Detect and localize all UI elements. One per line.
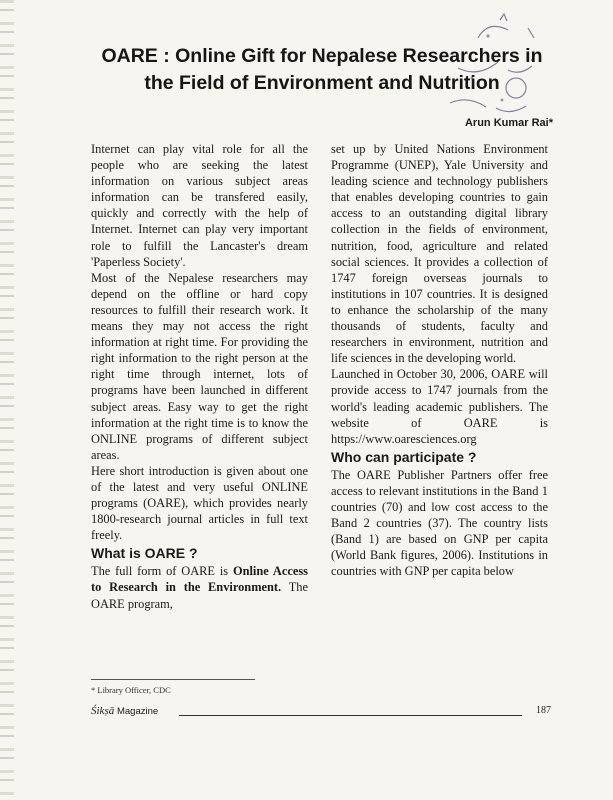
paragraph (91, 563, 308, 611)
magazine-word: Magazine (116, 706, 159, 717)
page-footer (91, 702, 556, 720)
bold-term: Online Access to Research in the Environment. (91, 564, 308, 595)
paragraph: Internet can play vital role for all the people who are seeking the latest information on various subject areas information can be transfered easily, quickly and correctly with the help of Internet. Internet can play very important role to fulfill the Lancaster's dream 'Paperless Society'. (91, 142, 308, 269)
paragraph: set up by United Nations Environment Programme (UNEP), Yale University and leading science and technology publishers that enables developing countries to gain access to an outstanding digital library collection in the fields of environment, nutrition, food, agriculture and related social sciences. It provides a collection of 1747 foreign overseas journals to institutions in 107 countries. It is designed to enhance the scholarship of the many thousands of students, faculty and researchers in environment, nutrition and life sciences in the developing world. (331, 142, 548, 366)
title-line-2: the Field of Environment and Nutrition (144, 72, 500, 94)
author-name: Arun Kumar Rai* (464, 117, 553, 129)
magazine-italic-title: Śikṣā (91, 705, 115, 717)
paragraph: Launched in October 30, 2006, OARE will provide access to 1747 journals from the world's leading academic publishers. The website of OARE is https://www.oaresciences.org (331, 367, 548, 446)
article-title (92, 43, 552, 97)
paragraph: Here short introduction is given about one of the latest and very useful ONLINE programs (OARE), which provides nearly 1800-research journal articles in full text freely. (91, 463, 308, 543)
text-run: The OARE program, (91, 580, 308, 611)
binding-edge (0, 0, 14, 800)
left-column (91, 141, 308, 612)
magazine-name (91, 705, 158, 717)
section-heading-what-is-oare: What is OARE ? (91, 545, 198, 562)
paragraph: The OARE Publisher Partners offer free access to relevant institutions in the Band 1 countries (70) and low cost access to the Band 2 countries (37). The country lists (Band 1) are based on GNP per capita (World Bank figures, 2006). Institutions in countries with GNP per capita below (331, 467, 548, 579)
title-line-1: OARE : Online Gift for Nepalese Researchers in (101, 45, 543, 67)
page-number: 187 (536, 705, 551, 716)
footer-rule (179, 715, 522, 716)
paragraph: Most of the Nepalese researchers may depend on the offline or hard copy resources to fulfill their research work. It means they may not access the right information at right time. For providing the right information to the right person at the right time through internet, lots of programs have been launched in different subject areas. Easy way to get the right information at the right time is to know the ONLINE programs of different subject areas. (91, 270, 308, 462)
footnote-divider (91, 679, 255, 680)
footnote: * Library Officer, CDC (91, 685, 171, 695)
text-run: The full form of OARE is (91, 564, 233, 579)
section-heading-who-can-participate: Who can participate ? (331, 448, 477, 465)
right-column (331, 141, 548, 579)
